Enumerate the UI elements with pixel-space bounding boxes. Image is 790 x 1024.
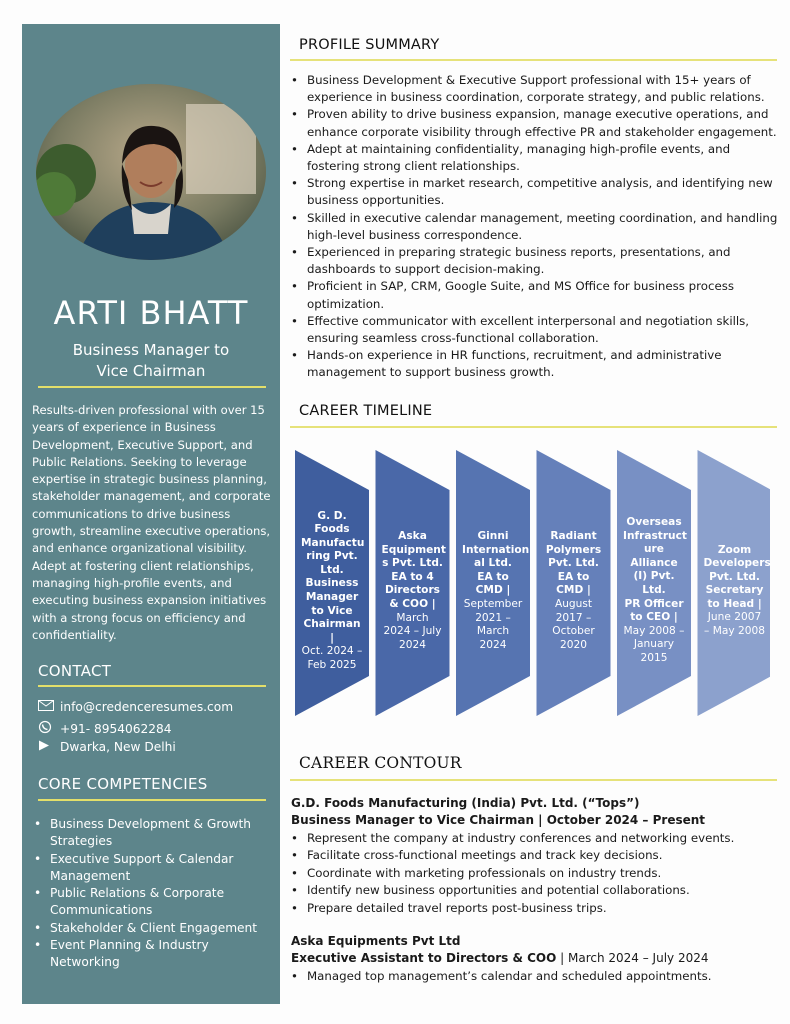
timeline-company: G. D. Foods Manufactu ring Pvt. Ltd. [301,509,365,576]
career-timeline [294,450,770,718]
job-title-dates: | March 2024 – July 2024 [556,951,709,965]
competency-item: • Executive Support & Calendar Management [34,851,270,886]
timeline-entry [301,510,363,673]
envelope-icon [38,700,60,714]
contact-heading: CONTACT [38,662,112,680]
person-role [22,340,280,382]
job-title-role: Executive Assistant to Directors & COO [291,951,557,965]
job-title [291,951,708,965]
profile-summary-item: • Proficient in SAP, CRM, Google Suite, and MS Office for business process optimization. [290,278,778,312]
career-timeline-divider [290,426,777,428]
name-divider [38,386,266,388]
timeline-entry [623,516,685,666]
phone-icon [38,720,60,737]
contact-email[interactable]: info@credenceresumes.com [60,700,234,714]
competencies-list [34,816,270,972]
profile-summary-divider [290,59,777,61]
timeline-entry [543,530,605,652]
contact-divider [38,685,266,687]
job-title: Business Manager to Vice Chairman | October 2024 – Present [291,813,706,827]
person-role-line2: Vice Chairman [96,362,206,380]
timeline-company: Overseas Infrastruct ure Alliance (I) Pvt. Ltd. [623,516,687,596]
competencies-divider [38,799,266,801]
person-role-line1: Business Manager to [72,341,230,359]
timeline-company: Radiant Polymers Pvt. Ltd. [545,530,602,570]
timeline-role: Secretary to Head | [705,584,764,610]
timeline-chevrons [294,450,770,718]
timeline-role: EA to CMD | [475,570,511,597]
timeline-dates: August 2017 – October 2020 [552,597,595,651]
profile-photo-art [36,84,266,260]
timeline-role: EA to CMD | [556,570,591,597]
job-bullet: • Coordinate with marketing professionals on industry trends. [290,865,778,882]
job-company: G.D. Foods Manufacturing (India) Pvt. Ltd. (“Tops”) [291,796,640,810]
profile-summary-item: • Hands-on experience in HR functions, recruitment, and administrative management to support business growth. [290,347,778,381]
job-bullet: • Facilitate cross-functional meetings and track key decisions. [290,847,778,864]
job-bullets [290,968,778,985]
profile-summary-item: • Effective communicator with excellent interpersonal and negotiation skills, ensuring seamless cross-functional collaboration. [290,313,778,347]
timeline-entry [462,530,530,652]
timeline-role: PR Officer to CEO | [624,597,684,624]
sidebar-summary: Results-driven professional with over 15 years of experience in Business Development, Executive Support, and Public Relations. Seeking to leverage expertise in strategic business planning, stakeholder management, and corporate communications to drive business growth, streamline executive operations, and enhance organizational visibility. Adept at fostering client relationships, managing high-profile events, and executing business expansion initiatives with a strong focus on efficiency and confidentiality. [32,403,271,642]
contact-email-row [38,700,233,714]
timeline-company: Ginni Internation al Ltd. [462,530,530,570]
profile-summary-item: • Business Development & Executive Support professional with 15+ years of experience in business coordination, corporate strategy, and public relations. [290,72,778,106]
job-bullet: • Managed top management’s calendar and scheduled appointments. [290,968,778,985]
profile-summary-item: • Strong expertise in market research, competitive analysis, and identifying new business opportunities. [290,175,778,209]
person-name: ARTI BHATT [53,294,249,332]
competency-item: • Public Relations & Corporate Communications [34,885,270,920]
competency-item: • Event Planning & Industry Networking [34,937,270,972]
career-contour-heading: CAREER CONTOUR [299,754,462,772]
career-contour-divider [290,779,777,781]
contact-location-row [38,740,176,754]
timeline-entry [382,530,444,652]
location-arrow-icon [38,740,60,754]
sidebar [22,24,280,1004]
timeline-dates: September 2021 – March 2024 [463,597,523,651]
profile-summary-list [290,72,778,382]
job-bullets [290,830,778,917]
competencies-heading: CORE COMPETENCIES [38,775,208,793]
profile-summary-item: • Proven ability to drive business expansion, manage executive operations, and enhance corporate visibility through effective PR and stakeholder engagement. [290,106,778,140]
contact-phone-row [38,720,172,737]
timeline-role: EA to 4 Directors & COO | [385,570,440,610]
timeline-company: Zoom Developers Pvt. Ltd. [703,543,771,583]
competency-item: • Stakeholder & Client Engagement [34,920,270,937]
job-bullet: • Identify new business opportunities and potential collaborations. [290,882,778,899]
timeline-company: Aska Equipment s Pvt. Ltd. [381,530,446,570]
timeline-dates: Oct. 2024 – Feb 2025 [301,645,363,672]
contact-location: Dwarka, New Delhi [60,740,176,754]
job-company: Aska Equipments Pvt Ltd [291,934,461,948]
profile-summary-item: • Experienced in preparing strategic business reports, presentations, and dashboards to support decision-making. [290,244,778,278]
profile-summary-item: • Adept at maintaining confidentiality, managing high-profile events, and fostering strong client relationships. [290,141,778,175]
timeline-dates: May 2008 – January 2015 [623,624,685,664]
competency-item: • Business Development & Growth Strategies [34,816,270,851]
timeline-dates: June 2007 – May 2008 [704,611,765,638]
job-bullet: • Represent the company at industry conferences and networking events. [290,830,778,847]
profile-summary-heading: PROFILE SUMMARY [299,37,440,53]
timeline-entry [703,543,771,639]
timeline-role: Business Manager to Vice Chairman | [303,577,361,644]
profile-photo [36,84,266,260]
profile-summary-item: • Skilled in executive calendar management, meeting coordination, and handling high-level business correspondence. [290,210,778,244]
career-timeline-heading: CAREER TIMELINE [299,403,433,419]
job-bullet: • Prepare detailed travel reports post-business trips. [290,900,778,917]
contact-phone[interactable]: +91- 8954062284 [60,721,172,736]
timeline-dates: March 2024 – July 2024 [383,611,442,651]
